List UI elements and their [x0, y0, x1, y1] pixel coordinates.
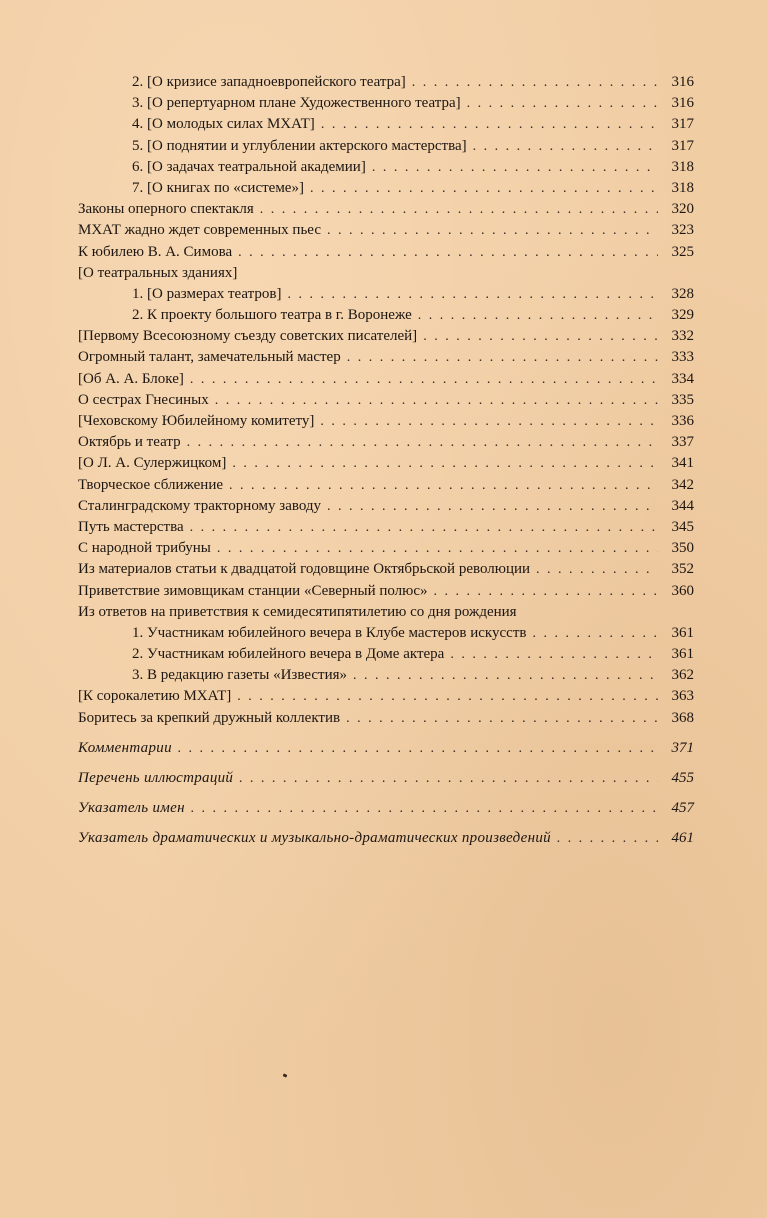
- toc-entry: [78, 665, 694, 686]
- page-number: 328: [671, 285, 694, 302]
- page-number: 341: [671, 455, 694, 472]
- dot-leader: [423, 326, 658, 347]
- entry-title: Путь мастерства: [78, 518, 184, 535]
- entry-title: Перечень иллюстраций: [78, 769, 234, 786]
- toc-entry: [78, 623, 694, 644]
- entry-title: Боритесь за крепкий дружный коллектив: [78, 709, 341, 726]
- entry-title: Из ответов на приветствия к семидесятипятилетию со дня рождения: [78, 603, 517, 620]
- page-number: 360: [671, 582, 694, 599]
- toc-entry: [78, 220, 694, 241]
- entry-title: 2. К проекту большого театра в г. Воронеже: [132, 307, 412, 324]
- toc-entry: [78, 517, 694, 538]
- page-number: 457: [671, 799, 694, 816]
- page-number: 332: [671, 328, 694, 345]
- toc-entry: [78, 581, 694, 602]
- page-number: 320: [671, 201, 694, 218]
- dot-leader: [237, 686, 658, 707]
- entry-title: Творческое сближение: [78, 476, 224, 493]
- page-number: 316: [671, 74, 694, 90]
- dot-leader: [327, 496, 658, 517]
- toc-entries: [78, 72, 694, 729]
- page-number: 317: [671, 116, 694, 133]
- page-number: 318: [671, 158, 694, 175]
- dot-leader: [450, 644, 658, 665]
- toc-entry: [78, 602, 694, 623]
- dot-leader: [372, 157, 658, 178]
- dot-leader: [418, 305, 658, 326]
- page-number: 317: [671, 137, 694, 154]
- entry-title: [Первому Всесоюзному съезду советских писателей]: [78, 328, 418, 345]
- dot-leader: [190, 369, 658, 390]
- toc-entry: [78, 178, 694, 199]
- dot-leader: [412, 72, 658, 93]
- dot-leader: [288, 284, 659, 305]
- dot-leader: [229, 475, 658, 496]
- entry-title: Огромный талант, замечательный мастер: [78, 349, 341, 366]
- page-number: 352: [671, 561, 694, 578]
- entry-title: Законы оперного спектакля: [78, 201, 254, 218]
- page-number: 344: [671, 497, 694, 514]
- entry-title: 2. Участникам юбилейного вечера в Доме актера: [132, 646, 445, 663]
- page-number: 361: [671, 624, 694, 641]
- ink-speck: [283, 1073, 288, 1077]
- dot-leader: [178, 734, 658, 764]
- dot-leader: [557, 824, 658, 854]
- toc-entry: [78, 93, 694, 114]
- dot-leader: [310, 178, 658, 199]
- page-number: 361: [671, 646, 694, 663]
- toc-entry: [78, 305, 694, 326]
- toc-entry: [78, 708, 694, 729]
- page-number: 316: [671, 95, 694, 112]
- toc-entry: [78, 326, 694, 347]
- toc-entry: [78, 390, 694, 411]
- dot-leader: [353, 665, 658, 686]
- entry-title: 1. [О размерах театров]: [132, 285, 282, 302]
- back-matter-entry: [78, 763, 694, 793]
- toc-entry: [78, 538, 694, 559]
- entry-title: Сталинградскому тракторному заводу: [78, 497, 322, 514]
- page-number: 318: [671, 179, 694, 196]
- entry-title: Указатель имен: [78, 799, 185, 816]
- entry-title: 3. В редакцию газеты «Известия»: [132, 667, 348, 684]
- page-number: 323: [671, 222, 694, 239]
- dot-leader: [187, 432, 658, 453]
- dot-leader: [532, 623, 658, 644]
- page-number: 329: [671, 307, 694, 324]
- entry-title: [О театральных зданиях]: [78, 264, 238, 281]
- toc-entry: [78, 157, 694, 178]
- entry-title: Комментарии: [78, 739, 172, 756]
- entry-title: [Об А. А. Блоке]: [78, 370, 184, 387]
- entry-title: [О Л. А. Сулержицком]: [78, 455, 227, 472]
- entry-title: 5. [О поднятии и углублении актерского мастерства]: [132, 137, 467, 154]
- page-number: 334: [671, 370, 694, 387]
- entry-title: 4. [О молодых силах МХАТ]: [132, 116, 315, 133]
- page-number: 325: [671, 243, 694, 260]
- dot-leader: [238, 242, 658, 263]
- entry-title: К юбилею В. А. Симова: [78, 243, 233, 260]
- dot-leader: [217, 538, 658, 559]
- dot-leader: [327, 220, 658, 241]
- entry-title: С народной трибуны: [78, 540, 211, 557]
- toc-entry: [78, 496, 694, 517]
- page-number: 371: [671, 739, 694, 756]
- page-number: 455: [671, 769, 694, 786]
- entry-title: Указатель драматических и музыкально-драматических произведений: [78, 829, 551, 846]
- dot-leader: [347, 347, 658, 368]
- toc-entry: [78, 686, 694, 707]
- page-number: 363: [671, 688, 694, 705]
- page-number: 333: [671, 349, 694, 366]
- dot-leader: [232, 453, 658, 474]
- page-number: 335: [671, 391, 694, 408]
- page-number: 350: [671, 540, 694, 557]
- entry-title: [Чеховскому Юбилейному комитету]: [78, 413, 315, 429]
- toc-entry: [78, 136, 694, 157]
- toc-entry: [78, 199, 694, 220]
- dot-leader: [536, 559, 658, 580]
- entry-title: [К сорокалетию МХАТ]: [78, 688, 232, 705]
- entry-title: 6. [О задачах театральной академии]: [132, 158, 366, 175]
- dot-leader: [321, 114, 658, 135]
- toc-entry: [78, 284, 694, 305]
- back-matter-entry: [78, 733, 694, 763]
- dot-leader: [260, 199, 658, 220]
- entry-title: О сестрах Гнесиных: [78, 391, 209, 408]
- toc-entry: [78, 644, 694, 665]
- dot-leader: [346, 708, 658, 729]
- page-number: 336: [671, 413, 694, 429]
- page-number: 362: [671, 667, 694, 684]
- entry-title: 2. [О кризисе западноевропейского театра]: [132, 74, 406, 90]
- back-matter-entry: [78, 823, 694, 853]
- toc-entry: [78, 347, 694, 368]
- entry-title: Из материалов статьи к двадцатой годовщине Октябрьской революции: [78, 561, 531, 578]
- entry-title: Октябрь и театр: [78, 434, 181, 451]
- dot-leader: [191, 794, 658, 824]
- toc-entry: [78, 369, 694, 390]
- table-of-contents: [78, 72, 694, 853]
- toc-entry: [78, 72, 694, 93]
- page-number: 461: [671, 829, 694, 846]
- toc-entry: [78, 432, 694, 453]
- page-number: 337: [671, 434, 694, 451]
- page-number: 342: [671, 476, 694, 493]
- dot-leader: [434, 581, 658, 602]
- entry-title: 7. [О книгах по «системе»]: [132, 179, 304, 196]
- toc-entry: [78, 263, 694, 284]
- toc-entry: [78, 559, 694, 580]
- page-number: 368: [671, 709, 694, 726]
- dot-leader: [239, 764, 658, 794]
- entry-title: Приветствие зимовщикам станции «Северный полюс»: [78, 582, 428, 599]
- entry-title: 3. [О репертуарном плане Художественного театра]: [132, 95, 461, 112]
- toc-entry: [78, 411, 694, 432]
- toc-entry: [78, 475, 694, 496]
- toc-entry: [78, 242, 694, 263]
- dot-leader: [473, 136, 658, 157]
- dot-leader: [190, 517, 658, 538]
- dot-leader: [215, 390, 658, 411]
- toc-entry: [78, 114, 694, 135]
- dot-leader: [320, 411, 658, 432]
- entry-title: МХАТ жадно ждет современных пьес: [78, 222, 321, 239]
- back-matter-entry: [78, 793, 694, 823]
- toc-entry: [78, 453, 694, 474]
- dot-leader: [467, 93, 658, 114]
- page-number: 345: [671, 518, 694, 535]
- back-matter-entries: [78, 733, 694, 853]
- entry-title: 1. Участникам юбилейного вечера в Клубе мастеров искусств: [132, 624, 527, 641]
